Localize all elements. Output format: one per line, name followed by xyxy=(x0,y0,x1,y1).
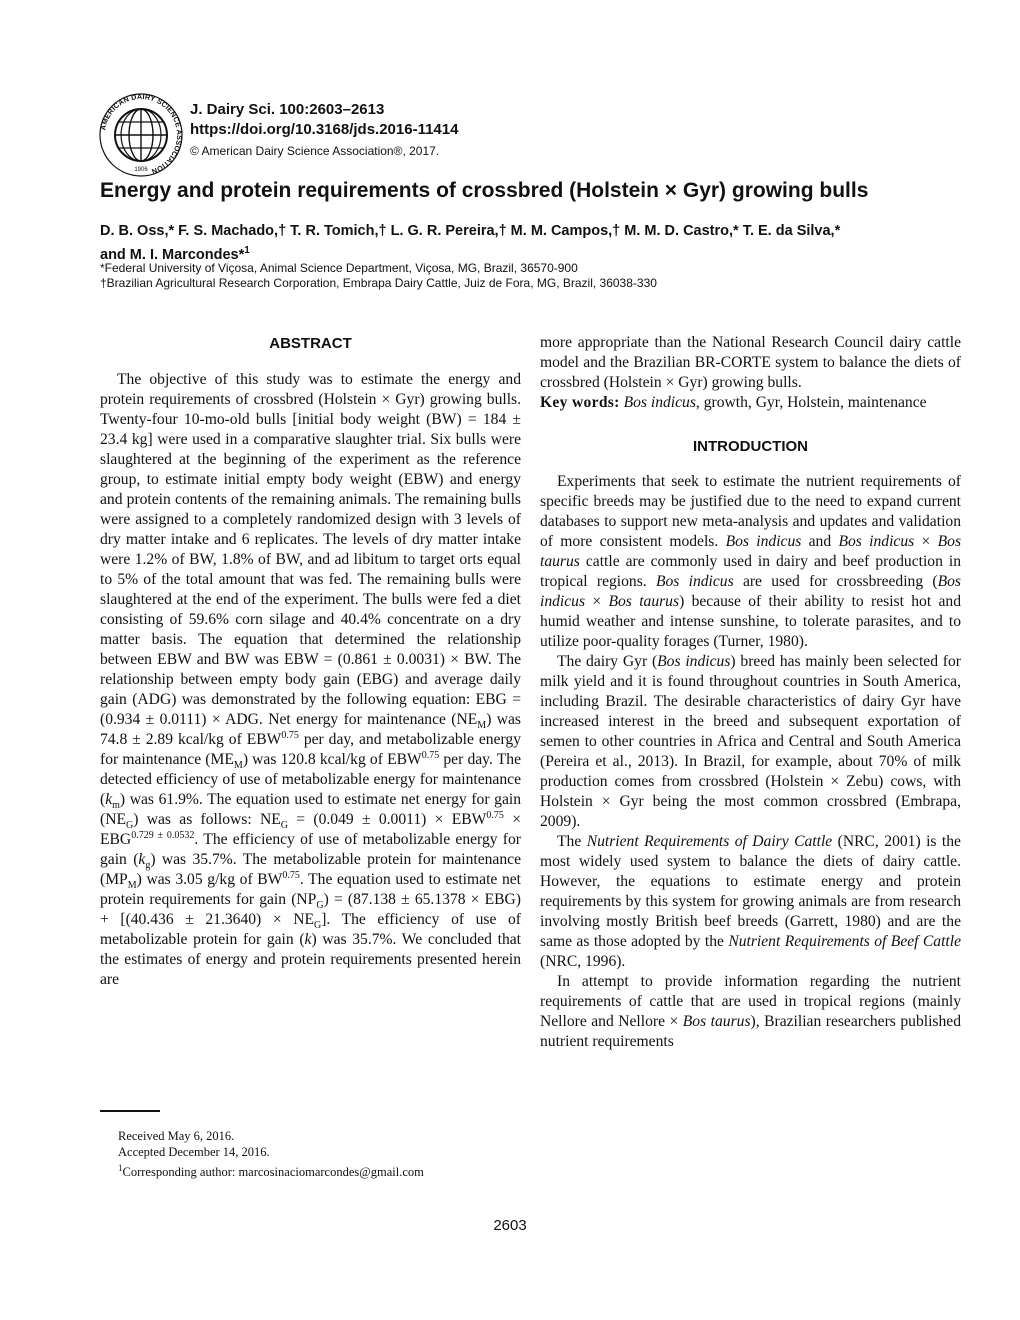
doi-link[interactable]: https://doi.org/10.3168/jds.2016-11414 xyxy=(190,121,459,138)
affiliation-2: †Brazilian Agricultural Research Corporation, Embrapa Dairy Cattle, Juiz de Fora, MG, Brazil, 36038-330 xyxy=(100,276,657,290)
accepted-date: Accepted December 14, 2016. xyxy=(118,1145,270,1159)
article-title: Energy and protein requirements of crossbred (Holstein × Gyr) growing bulls xyxy=(100,179,869,202)
logo-year: 1906 xyxy=(134,167,148,173)
abstract-continued: more appropriate than the National Research Council dairy cattle model and the Brazilian BR-CORTE system to balance the diets of crossbred (Holstein × Gyr) growing bulls. xyxy=(540,334,961,391)
intro-paragraph-4: In attempt to provide information regarding the nutrient requirements of cattle that are used in tropical regions (mainly Nellore and Nellore × Bos taurus), Brazilian researchers published nutrient requirements xyxy=(540,973,961,1050)
intro-paragraph-3: The Nutrient Requirements of Dairy Cattle (NRC, 2001) is the most widely used system to balance the diets of dairy cattle. However, the equations to estimate energy and protein requirements by this system for growing animals are from research involving mostly British beef breeds (Garrett, 1980) and are the same as those adopted by the Nutrient Requirements of Beef Cattle (NRC, 1996). xyxy=(540,833,962,970)
right-column xyxy=(540,333,961,1052)
page-number: 2603 xyxy=(493,1217,527,1234)
adsa-logo xyxy=(98,92,184,178)
authors-line-1: D. B. Oss,* F. S. Machado,† T. R. Tomich,† L. G. R. Pereira,† M. M. Campos,† M. M. D. Castro,* T. E. da Silva,* xyxy=(100,223,841,239)
introduction-heading: INTRODUCTION xyxy=(693,438,808,455)
journal-info xyxy=(190,100,458,161)
svg-text:AMERICAN DAIRY SCIENCE ASSOCIA: AMERICAN DAIRY SCIENCE ASSOCIATION xyxy=(98,92,184,177)
keywords-label: Key words: xyxy=(540,394,620,411)
corresponding-author: $^1$Corresponding author: marcosinaciomarcondes@gmail.com xyxy=(118,1163,424,1180)
journal-citation: J. Dairy Sci. 100:2603–2613 xyxy=(190,101,385,118)
abstract-heading: ABSTRACT xyxy=(269,335,352,352)
intro-paragraph-1: Experiments that seek to estimate the nutrient requirements of specific breeds may be justified due to the need to expand current databases to support new meta-analysis and updates and validation of more consistent models. Bos indicus and Bos indicus × Bos taurus cattle are commonly used in dairy and beef production in tropical regions. Bos indicus are used for crossbreeding (Bos indicus × Bos taurus) because of their ability to resist hot and humid weather and intense sunshine, to tolerate parasites, and to utilize poor-quality forages (Turner, 1980). xyxy=(540,473,962,650)
left-column xyxy=(100,333,521,990)
corresponding-marker: 1 xyxy=(244,245,250,256)
footnote-divider xyxy=(100,1110,160,1112)
author-list xyxy=(100,222,970,265)
footnotes xyxy=(118,1128,424,1180)
abstract-paragraph: The objective of this study was to estimate the energy and protein requirements of crossbred (Holstein × Gyr) growing bulls. Twenty-four 10-mo-old bulls [initial body weight (BW) = 184 ± 23.4 kg] were used in a comparative slaughter trial. Six bulls were slaughtered at the beginning of the experiment as the reference group, to estimate initial empty body weight (EBW) and energy and protein contents of the remaining animals. The remaining bulls were assigned to a completely randomized design with 3 levels of dry matter intake and 6 replicates. The levels of dry matter intake were 1.2% of BW, 1.8% of BW, and ad libitum to target orts equal to 5% of the total amount that was fed. The remaining bulls were slaughtered at the end of the experiment. The bulls were fed a diet consisting of 59.6% corn silage and 40.4% concentrate on a dry matter basis. The equation that determined the relationship between EBW and BW was EBW = (0.861 ± 0.0031) × BW. The relationship between empty body gain (EBG) and average daily gain (ADG) was demonstrated by the following equation: EBG = (0.934 ± 0.0111) × ADG. Net energy for maintenance $(NE_M)$ was 74.8 ± 2.89 kcal/kg of $EBW^{0.75}$ per day, and metabolizable energy for maintenance $(ME_M)$ was 120.8 kcal/kg of $EBW^{0.75}$ per day. The detected efficiency of use of metabolizable energy for maintenance $(k_m)$ was 61.9%. The equation used to estimate net energy for gain $(NE_G)$ was as follows: $NE_G = (0.049 \pm 0.0011) \times EBW^{0.75} \times EBG^{0.729 \pm 0.0532}$. The efficiency of use of metabolizable energy for gain $(k_g)$ was 35.7%. The metabolizable protein for maintenance $(MP_M)$ was 3.05 g/kg of $BW^{0.75}$. The equation used to estimate net protein requirements for gain $(NP_G) = (87.138 \pm 65.1378 \times EBG) + [(40.436 \pm 21.3640) \times NE_G]$. The efficiency of use of metabolizable protein for gain (k) was 35.7%. We concluded that the estimates of energy and protein requirements presented herein are xyxy=(100,371,522,988)
authors-line-2: and M. I. Marcondes*$^1$ xyxy=(100,245,250,263)
received-date: Received May 6, 2016. xyxy=(118,1129,235,1143)
affiliation-1: *Federal University of Viçosa, Animal Science Department, Viçosa, MG, Brazil, 36570-900 xyxy=(100,261,578,275)
copyright-notice: © American Dairy Science Association®, 2017. xyxy=(190,144,440,158)
intro-paragraph-2: The dairy Gyr (Bos indicus) breed has mainly been selected for milk yield and it is found throughout countries in South America, including Brazil. The desirable characteristics of dairy Gyr have increased interest in the breed and subsequent exportation of semen to other countries in Africa and Central and South America (Pereira et al., 2013). In Brazil, for example, about 70% of milk production comes from crossbred (Holstein × Zebu) cows, with Holstein × Gyr being the most common crossbred (Embrapa, 2009). xyxy=(540,653,961,830)
keywords: Key words: Bos indicus, growth, Gyr, Holstein, maintenance xyxy=(540,394,927,411)
